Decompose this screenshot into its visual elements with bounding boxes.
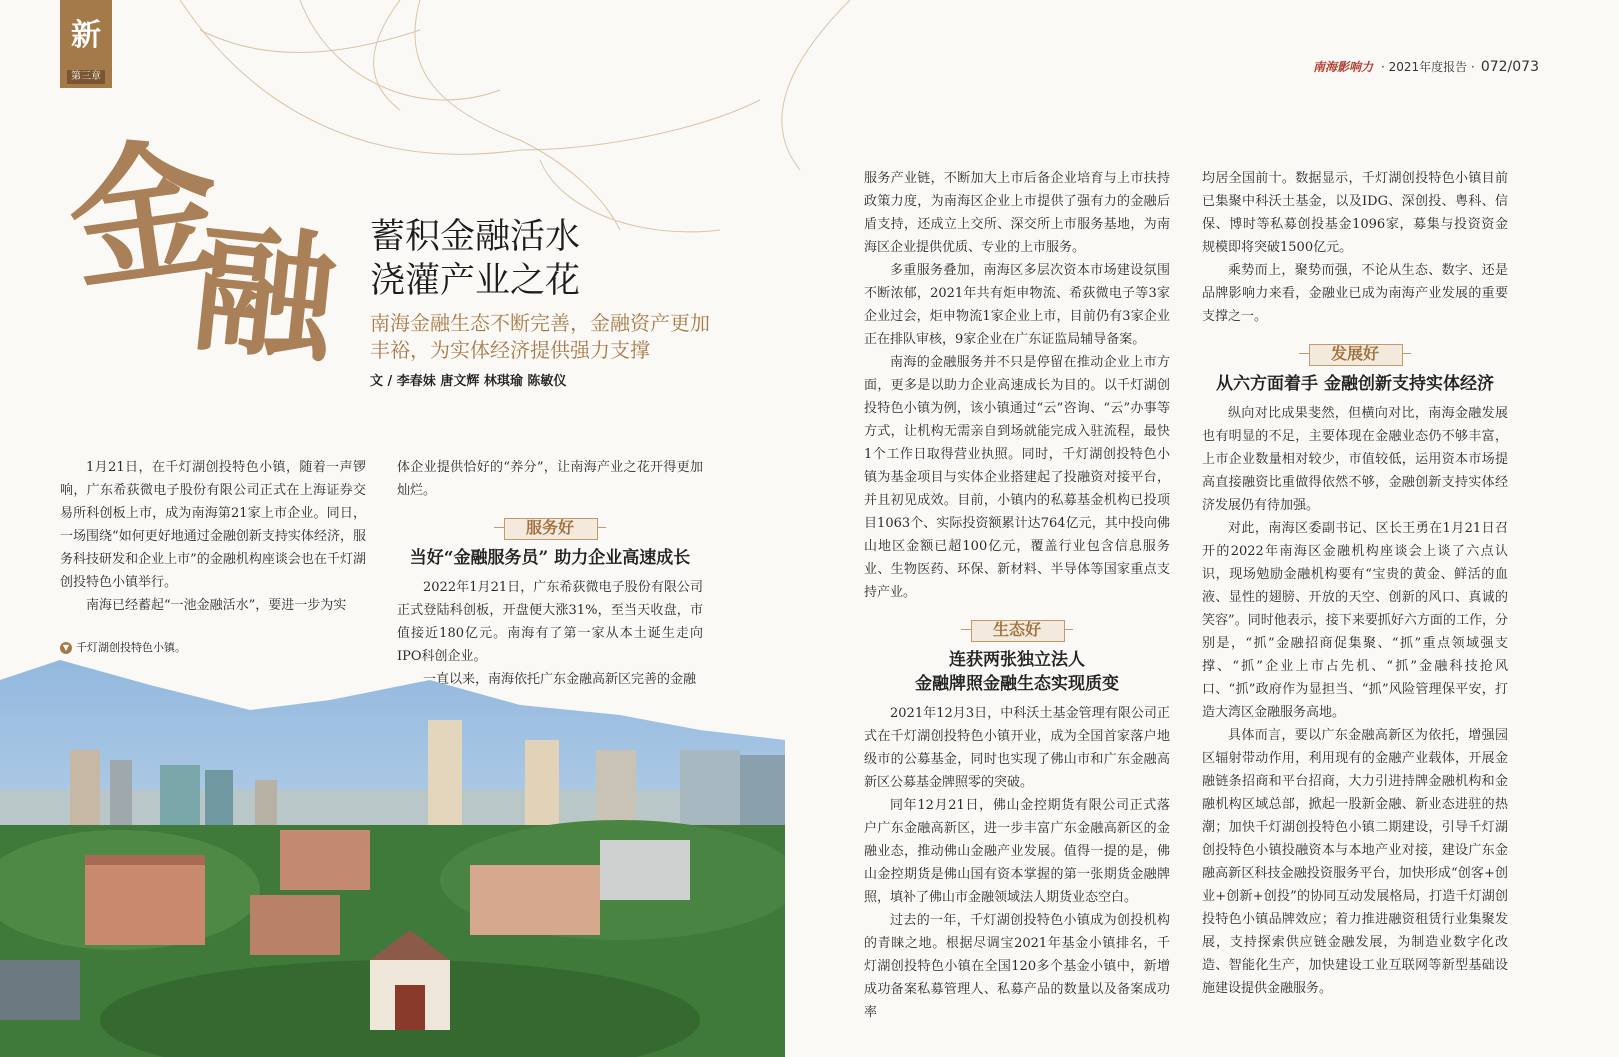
paragraph: 具体而言，要以广东金融高新区为依托，增强园区辐射带动作用，利用现有的金融产业载体，开展金融链条招商和平台招商，大力引进持牌金融机构和金融机构区域总部，掀起一股新金融、新业态进驻的热潮；加快千灯湖创投特色小镇二期建设，引导千灯湖创投特色小镇投融资本与本地产业对接，建设广东金融高新区科技金融投资服务平台，加快形成“创客+创业+创新+创投”的协同互动发展格局，打造千灯湖创投特色小镇品牌效应；着力推进融资租赁行业集聚发展，支持探索供应链金融发展，为制造业数字化改造、智能化生产，加快建设工业互联网等新型基础设施建设提供金融服务。 (1202, 728, 1508, 996)
calligraphy-char-2: 融 (186, 206, 344, 384)
column-3 (864, 167, 1170, 1024)
paragraph: 对此，南海区委副书记、区长王勇在1月21日召开的2022年南海区金融机构座谈会上谈了六点认识，现场勉励金融机构要有“宝贵的黄金、鲜活的血液、显性的翅膀、开放的天空、创新的风口、真诚的笑容”。同时他表示，接下来要抓好六方面的工作，分别是，“抓”金融招商促集聚、“抓”重点领域强支撑、“抓”企业上市占先机、“抓”金融科技抢风口、“抓”政府作为显担当、“抓”风险管理保平安，打造大湾区金融服务高地。 (1202, 521, 1508, 720)
town-aerial-photo (0, 640, 785, 1057)
chapter-mark: 新 (71, 18, 101, 53)
title-line-2: 浇灌产业之花 (370, 261, 581, 301)
section-tag-label: 服务好 (525, 518, 574, 537)
column-4 (1202, 167, 1508, 1000)
section-heading-line-1: 连获两张独立法人 (949, 650, 1085, 670)
paragraph: 体企业提供恰好的“养分”，让南海产业之花开得更加灿烂。 (397, 460, 703, 498)
paragraph: 纵向对比成果斐然，但横向对比，南海金融发展也有明显的不足，主要体现在金融业态仍不够丰富，上市企业数量相对较少，市值较低，运用资本市场提高直接融资比重做得依然不够，金融创新支持实体经济发展仍有待加强。 (1202, 406, 1508, 513)
section-tag (494, 514, 606, 542)
caption-text: 千灯湖创投特色小镇。 (76, 641, 186, 654)
paragraph: 一直以来，南海依托广东金融高新区完善的金融 (423, 672, 697, 687)
section-tag-label: 发展好 (1330, 344, 1379, 363)
section-heading: 从六方面着手 金融创新支持实体经济 (1216, 374, 1494, 394)
paragraph: 多重服务叠加，南海区多层次资本市场建设氛围不断浓郁，2021年共有炬申物流、希荻微电子等3家企业过会，炬申物流1家企业上市，目前仍有3家企业正在排队审核，9家企业在广东证监局辅导备案。 (864, 263, 1170, 347)
page-numbers: 072/073 (1480, 59, 1539, 75)
report-label: · 2021年度报告 · (1381, 60, 1475, 74)
paragraph: 2021年12月3日，中科沃土基金管理有限公司正式在千灯湖创投特色小镇开业，成为全国首家落户地级市的公募基金，同时也实现了佛山市和广东金融高新区公募基金牌照零的突破。 (864, 706, 1170, 790)
article-title (370, 215, 580, 303)
paragraph: 过去的一年，千灯湖创投特色小镇成为创投机构的青睐之地。根据尽调宝2021年基金小镇排名，千灯湖创投特色小镇在全国120多个基金小镇中，新增成功备案私募管理人、私募产品的数量以及备案成功率 (864, 913, 1170, 1020)
paragraph: 均居全国前十。数据显示，千灯湖创投特色小镇目前已集聚中科沃土基金，以及IDG、深创投、粤科、信保、博时等私募创投基金1096家，募集与投资资金规模即将突破1500亿元。 (1202, 171, 1508, 255)
publication-brand: 南海影响力 (1313, 60, 1374, 74)
paragraph: 同年12月21日，佛山金控期货有限公司正式落户广东金融高新区，进一步丰富广东金融高新区的金融业态，推动佛山金融产业发展。值得一提的是，佛山金控期货是佛山国有资本掌握的第一张期货金融牌照，填补了佛山市金融领域法人期货业态空白。 (864, 798, 1170, 905)
column-1 (60, 456, 366, 617)
calligraphy-char-1: 金 (58, 117, 232, 313)
chapter-label: 第三章 (67, 70, 105, 84)
section-heading (864, 648, 1170, 696)
paragraph: 2022年1月21日，广东希荻微电子股份有限公司正式登陆科创板，开盘便大涨31%，至当天收盘，市值接近180亿元。南海有了第一家从本土诞生走向IPO科创企业。 (397, 580, 703, 664)
section-tag-label: 生态好 (992, 620, 1041, 639)
paragraph: 乘势而上，聚势而强，不论从生态、数字、还是品牌影响力来看，金融业已成为南海产业发展的重要支撑之一。 (1202, 263, 1508, 324)
article-subtitle: 南海金融生态不断完善，金融资产更加丰裕，为实体经济提供强力支撑 (370, 311, 710, 362)
section-heading-line-2: 金融牌照金融生态实现质变 (915, 674, 1119, 694)
title-line-1: 蓄积金融活水 (370, 217, 581, 257)
byline: 文 / 李春妹 唐文辉 林琪瑜 陈敏仪 (370, 374, 567, 389)
paragraph: 服务产业链，不断加大上市后备企业培育与上市扶持政策力度，为南海区企业上市提供了强有力的金融后盾支持，还成立上交所、深交所上市服务基地，为南海区企业提供优质、专业的上市服务。 (864, 171, 1170, 255)
chapter-tag (60, 0, 112, 88)
paragraph: 南海已经蓄起“一池金融活水”，要进一步为实 (86, 598, 347, 613)
section-heading: 当好“金融服务员” 助力企业高速成长 (409, 548, 691, 568)
section-tag (961, 616, 1073, 644)
caption-marker-icon: ▼ (60, 642, 72, 654)
running-header (1313, 58, 1539, 75)
section-tag (1299, 340, 1411, 368)
paragraph: 1月21日，在千灯湖创投特色小镇，随着一声锣响，广东希荻微电子股份有限公司正式在上海证券交易所科创板上市，成为南海第21家上市企业。同日，一场围绕“如何更好地通过金融创新支持实体经济，服务科技研发和企业上市”的金融机构座谈会也在千灯湖创投特色小镇举行。 (60, 460, 366, 590)
paragraph: 南海的金融服务并不只是停留在推动企业上市方面，更多是以助力企业高速成长为目的。以千灯湖创投特色小镇为例，该小镇通过“云”咨询、“云”办事等方式，让机构无需亲自到场就能完成入驻流程，最快1个工作日取得营业执照。同时，千灯湖创投特色小镇为基金项目与实体企业搭建起了投融资对接平台，并且初见成效。目前，小镇内的私募基金机构已投项目1063个、实际投资额累计达764亿元，其中投向佛山地区金额已超100亿元，覆盖行业包含信息服务业、生物医药、环保、新材料、半导体等国家重点支持产业。 (864, 355, 1170, 600)
